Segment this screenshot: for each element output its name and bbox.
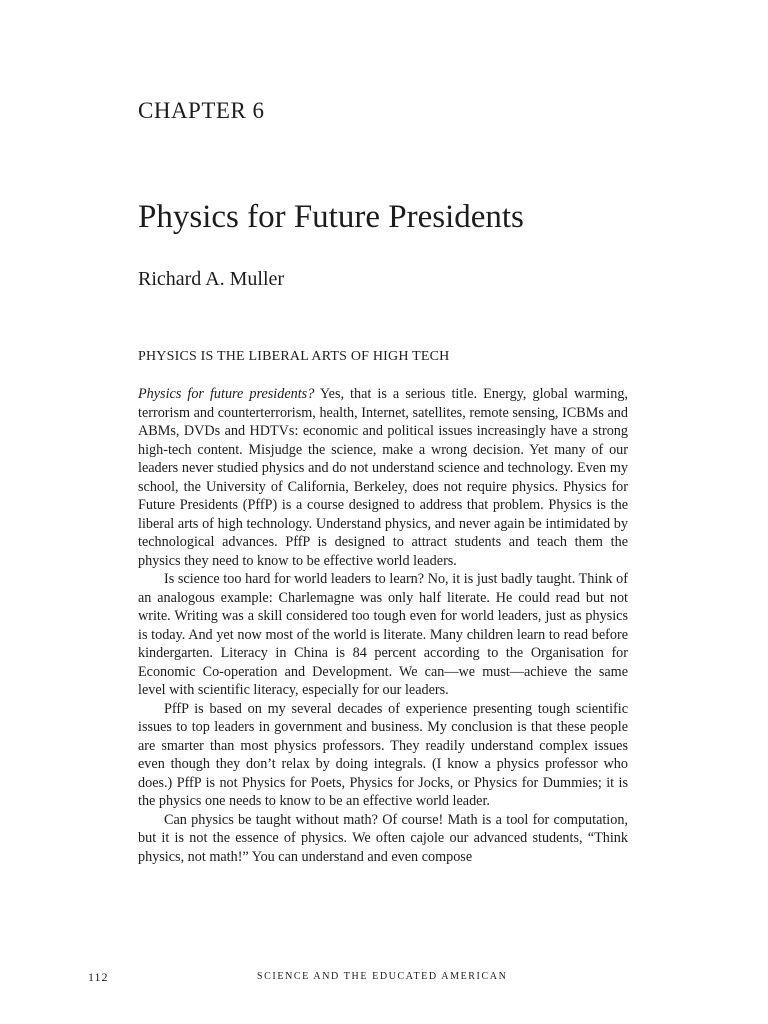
body-paragraph bbox=[138, 570, 628, 700]
paragraph-text: PffP is based on my several decades of experience presenting tough scientific issues to top leaders in government and business. My conclusion is that these people are smarter than most physics professors. They readily understand complex issues even though they don’t relax by doing integrals. (I know a physics professor who does.) PffP is not Physics for Poets, Physics for Jocks, or Physics for Dummies; it is the physics one needs to know to be an effective world leader. bbox=[138, 700, 628, 809]
chapter-label: CHAPTER 6 bbox=[138, 98, 265, 123]
chapter-title: Physics for Future Presidents bbox=[138, 199, 524, 235]
paragraph-text: Yes, that is a serious title. Energy, global warming, terrorism and counterterrorism, health, Internet, satellites, remote sensing, ICBMs and ABMs, DVDs and HDTVs: economic and political issues increasingly have a strong high-tech content. Misjudge the science, make a wrong decision. Yet many of our leaders never studied physics and do not understand science and technology. Even my school, the University of California, Berkeley, does not require physics. Physics for Future Presidents (PffP) is a course designed to address that problem. Physics is the liberal arts of high technology. Understand physics, and never again be intimidated by technological advances. PffP is designed to attract students and teach them the physics they need to know to be effective world leaders. bbox=[138, 386, 628, 569]
running-footer: SCIENCE AND THE EDUCATED AMERICAN bbox=[257, 971, 508, 982]
body-paragraph bbox=[138, 811, 628, 867]
paragraph-text: Can physics be taught without math? Of course! Math is a tool for computation, but it is not the essence of physics. We often cajole our advanced students, “Think physics, not math!” You can understand and even compose bbox=[138, 811, 628, 865]
body-paragraph bbox=[138, 700, 628, 811]
chapter-author: Richard A. Muller bbox=[138, 268, 285, 290]
paragraph-lead-italic: Physics for future presidents? bbox=[138, 386, 315, 402]
page-number: 112 bbox=[88, 970, 109, 984]
section-heading: PHYSICS IS THE LIBERAL ARTS OF HIGH TECH bbox=[138, 349, 450, 364]
paragraph-text: Is science too hard for world leaders to learn? No, it is just badly taught. Think of an analogous example: Charlemagne was only half literate. He could read but not write. Writing was a skill considered too tough even for world leaders, just as physics is today. And yet now most of the world is literate. Many children learn to read before kindergarten. Literacy in China is 84 percent according to the Organisation for Economic Co-operation and Development. We can—we must—achieve the same level with scientific literacy, especially for our leaders. bbox=[138, 571, 628, 698]
body-text bbox=[138, 385, 628, 866]
body-paragraph bbox=[138, 385, 628, 570]
